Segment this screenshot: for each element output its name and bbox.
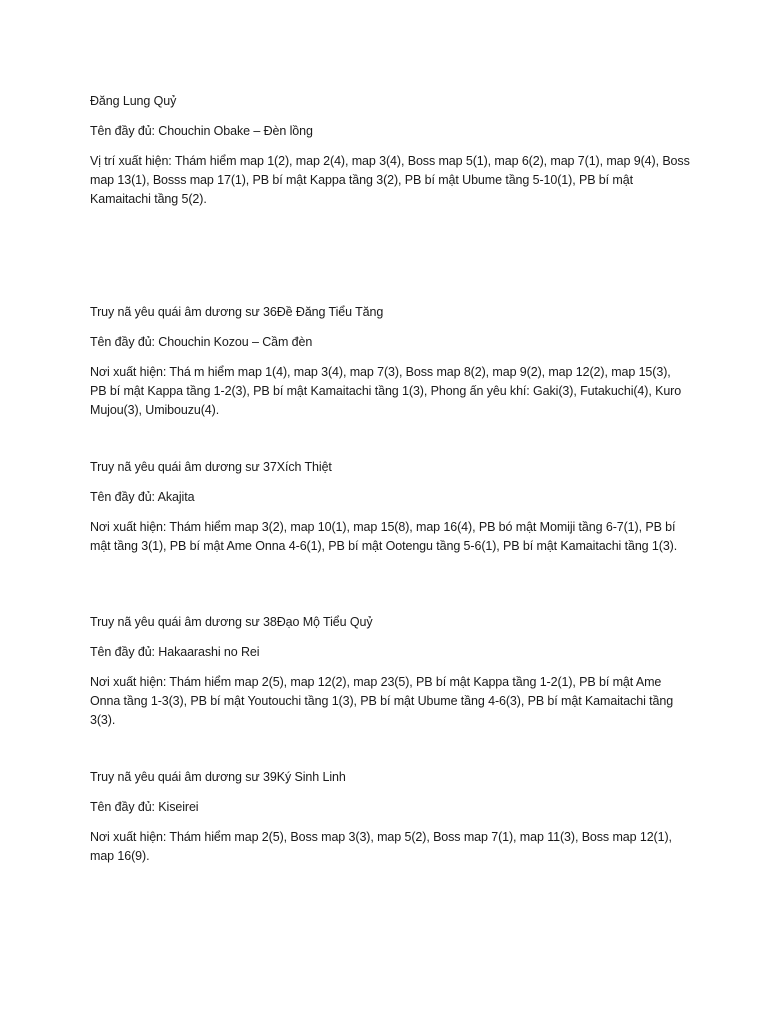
entry-title: Truy nã yêu quái âm dương sư 37Xích Thiệt <box>90 460 332 474</box>
entry-title: Truy nã yêu quái âm dương sư 38Đạo Mộ Tiểu Quỷ <box>90 615 373 629</box>
entry-title: Đăng Lung Quỷ <box>90 94 177 108</box>
entry-fullname: Tên đầy đủ: Chouchin Obake – Đèn lồng <box>90 124 313 138</box>
entry-locations: Nơi xuất hiện: Thá m hiểm map 1(4), map 3(4), map 7(3), Boss map 8(2), map 9(2), map 12(2), map 15(3), PB bí mật Kappa tầng 1-2(3), PB bí mật Kamaitachi tầng 1(3), Phong ấn yêu khí: Gaki(3), Futakuchi(4), Kuro Mujou(3), Umibouzu(4). <box>90 365 682 417</box>
yokai-entry <box>90 613 690 768</box>
entry-fullname: Tên đầy đủ: Hakaarashi no Rei <box>90 645 260 659</box>
entry-locations: Nơi xuất hiện: Thám hiểm map 2(5), map 12(2), map 23(5), PB bí mật Kappa tầng 1-2(1), PB bí mật Ame Onna tầng 1-3(3), PB bí mật Youtouchi tầng 1(3), PB bí mật Ubume tầng 4-6(3), PB bí mật Kamaitachi tầng 3(3). <box>90 675 674 727</box>
entry-locations: Nơi xuất hiện: Thám hiểm map 3(2), map 10(1), map 15(8), map 16(4), PB bó mật Momiji tầng 6-7(1), PB bí mật tầng 3(1), PB bí mật Ame Onna 4-6(1), PB bí mật Ootengu tầng 5-6(1), PB bí mật Kamaitachi tầng 1(3). <box>90 520 678 553</box>
yokai-entry <box>90 458 690 613</box>
entry-fullname: Tên đầy đủ: Chouchin Kozou – Cầm đèn <box>90 335 313 349</box>
entry-fullname: Tên đầy đủ: Kiseirei <box>90 800 199 814</box>
document-page <box>90 92 690 866</box>
yokai-entry <box>90 92 690 303</box>
entry-title: Truy nã yêu quái âm dương sư 39Ký Sinh Linh <box>90 770 346 784</box>
entry-locations: Nơi xuất hiện: Thám hiểm map 2(5), Boss map 3(3), map 5(2), Boss map 7(1), map 11(3), Boss map 12(1), map 16(9). <box>90 830 672 863</box>
entry-title: Truy nã yêu quái âm dương sư 36Đề Đăng Tiểu Tăng <box>90 305 384 319</box>
entry-locations: Vị trí xuất hiện: Thám hiểm map 1(2), map 2(4), map 3(4), Boss map 5(1), map 6(2), map 7(1), map 9(4), Boss map 13(1), Bosss map 17(1), PB bí mật Kappa tầng 3(2), PB bí mật Ubume tầng 5-10(1), PB bí mật Kamaitachi tầng 5(2). <box>90 154 690 206</box>
yokai-entry <box>90 303 690 458</box>
yokai-entry <box>90 768 690 866</box>
entry-fullname: Tên đầy đủ: Akajita <box>90 490 195 504</box>
